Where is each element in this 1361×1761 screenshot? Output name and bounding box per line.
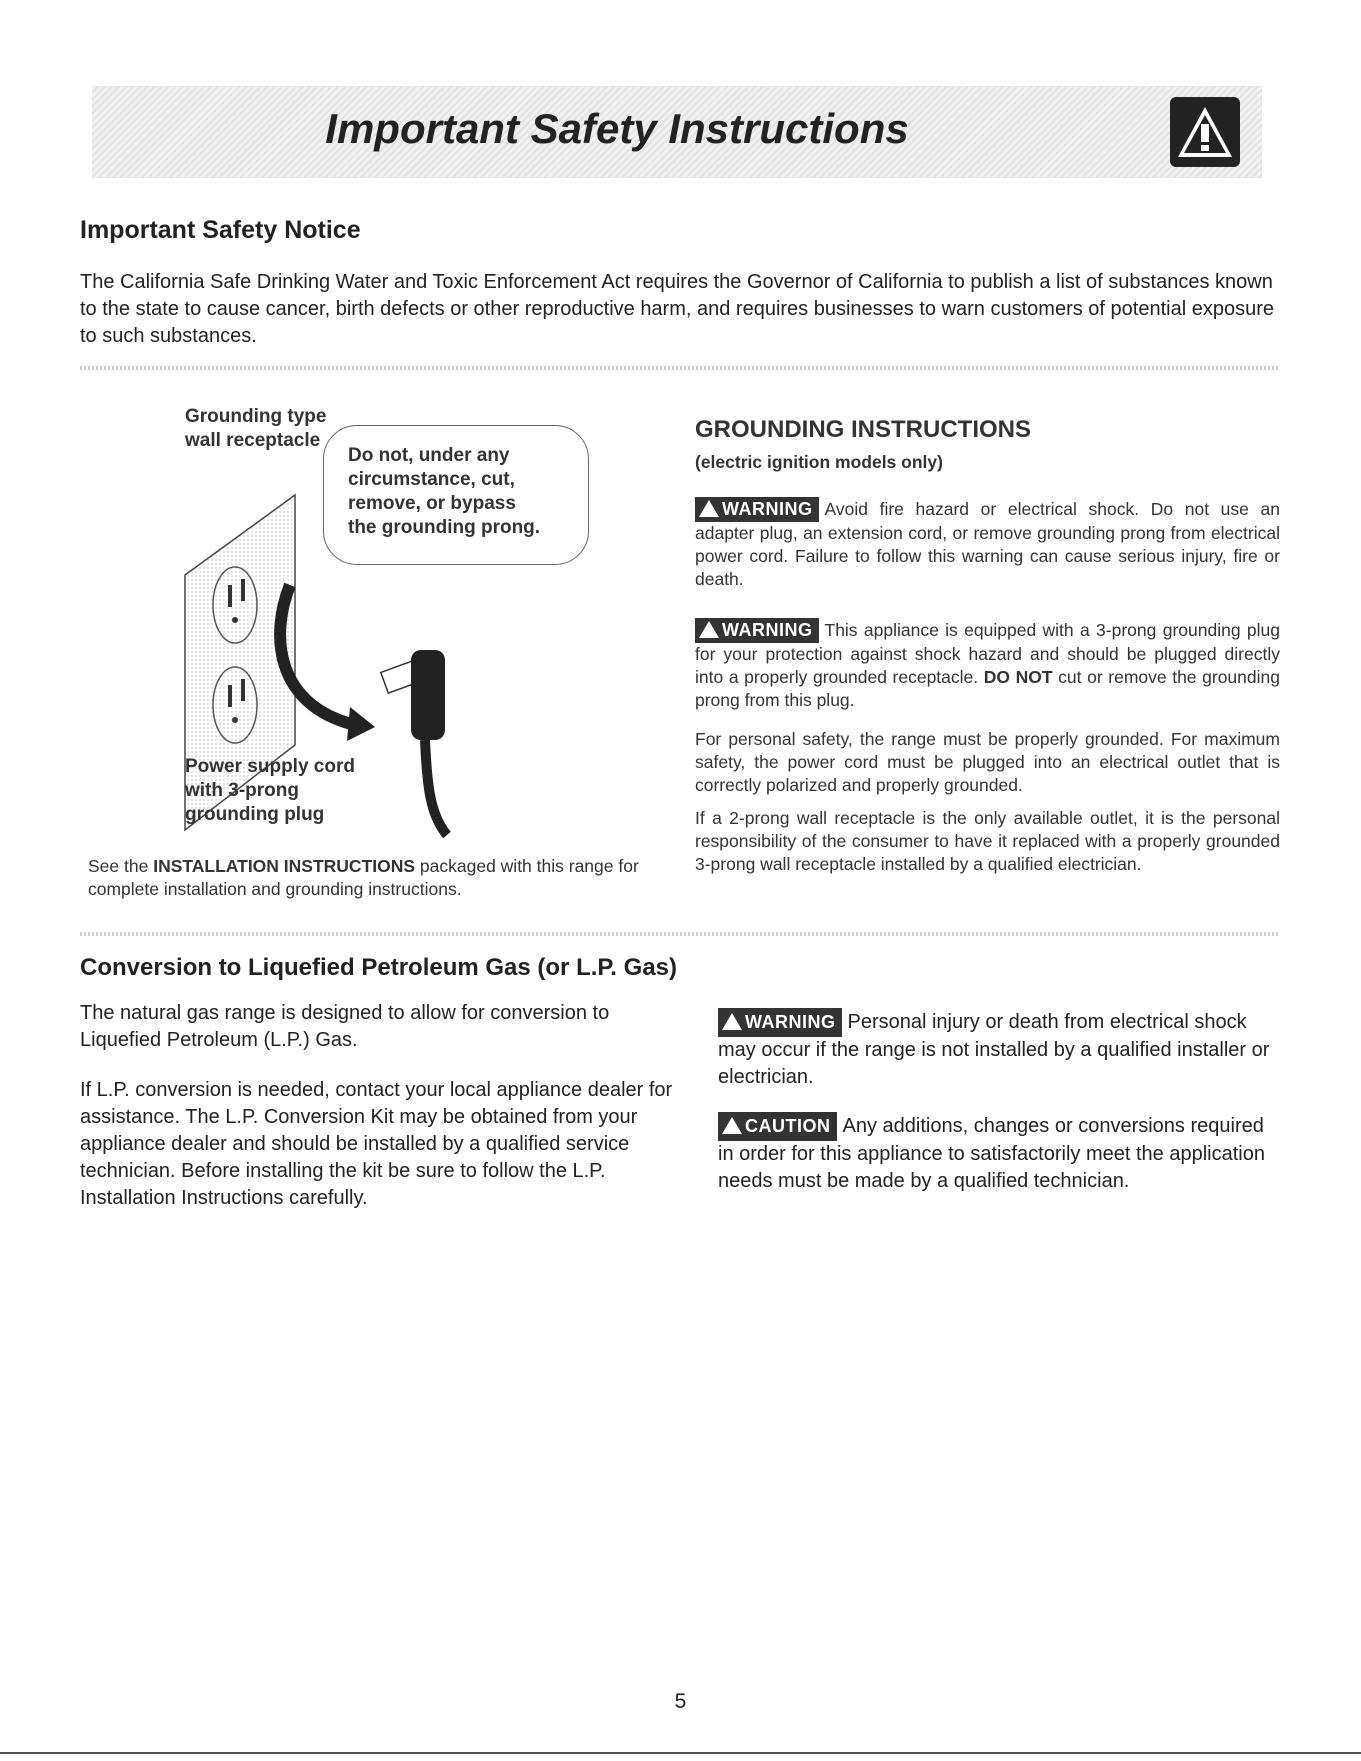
alert-triangle-icon — [699, 500, 719, 517]
caution-badge: CAUTION — [718, 1112, 837, 1141]
warning-badge: WARNING — [718, 1008, 842, 1037]
safety-notice-body: The California Safe Drinking Water and Toxic Enforcement Act requires the Governor of California to publish a list of substances known to the state to cause cancer, birth defects or other reproductive harm, and requires businesses to warn customers of potential exposure to such substances. — [80, 271, 1274, 347]
grounding-para-1: For personal safety, the range must be properly grounded. For maximum safety, the power cord must be plugged into an electrical outlet that is correctly polarized and properly grounded. — [695, 729, 1280, 795]
alert-triangle-icon — [722, 1117, 742, 1134]
warning-badge: WARNING — [695, 618, 819, 643]
grounding-heading: GROUNDING INSTRUCTIONS — [695, 416, 1031, 443]
warning-exclamation-icon — [1170, 97, 1240, 167]
receptacle-label-line-1: Grounding type — [185, 406, 327, 427]
header-banner — [92, 86, 1262, 178]
grounding-warning-2: WARNING This appliance is equipped with a 3-prong grounding plug for your protection against shock hazard and should be plugged directly into a properly grounded receptacle. DO NOT cut or remove the grounding prong from this plug. — [695, 620, 1280, 710]
grounding-prong-callout — [323, 425, 589, 565]
conversion-heading: Conversion to Liquefied Petroleum Gas (or L.P. Gas) — [80, 954, 677, 981]
callout-text-line-1: Do not, under any — [348, 445, 510, 466]
callout-text-line-2: circumstance, cut, — [348, 469, 515, 490]
conversion-para-2: If L.P. conversion is needed, contact your local appliance dealer for assistance. The L.P. Conversion Kit may be obtained from your appliance dealer and should be installed by a qualified service technician. Before installing the kit be sure to follow the L.P. Installation Instructions carefully. — [80, 1079, 673, 1209]
section-divider — [80, 932, 1280, 936]
alert-triangle-icon — [722, 1013, 742, 1030]
page-number: 5 — [674, 1690, 687, 1713]
cord-label-line-2: with 3-prong — [185, 780, 299, 801]
warning-badge: WARNING — [695, 497, 819, 522]
callout-text-line-3: remove, or bypass — [348, 493, 516, 514]
banner-title: Important Safety Instructions — [325, 105, 909, 152]
grounding-warning-1: WARNING Avoid fire hazard or electrical shock. Do not use an adapter plug, an extension cord, or remove grounding prong from electrical power cord. Failure to follow this warning can cause serious injury, fire or death. — [695, 499, 1280, 589]
conversion-caution: CAUTION Any additions, changes or conversions required in order for this appliance to satisfactorily meet the application needs must be made by a qualified technician. — [718, 1112, 1278, 1195]
grounding-para-2: If a 2-prong wall receptacle is the only available outlet, it is the personal responsibility of the consumer to have it replaced with a properly grounded 3-prong wall receptacle installed by a qualified electrician. — [695, 808, 1280, 874]
receptacle-label-line-2: wall receptacle — [185, 430, 321, 451]
see-installation-note: See the INSTALLATION INSTRUCTIONS packaged with this range for complete installation and grounding instructions. — [88, 856, 639, 899]
conversion-para-1: The natural gas range is designed to allow for conversion to Liquefied Petroleum (L.P.) Gas. — [80, 1002, 610, 1051]
section-divider — [80, 366, 1280, 370]
bottom-border — [0, 1752, 1361, 1754]
conversion-warning: WARNING Personal injury or death from electrical shock may occur if the range is not installed by a qualified installer or electrician. — [718, 1008, 1278, 1091]
cord-label-line-1: Power supply cord — [185, 756, 355, 777]
callout-text-line-4: the grounding prong. — [348, 517, 541, 538]
safety-notice-heading: Important Safety Notice — [80, 216, 361, 244]
installation-instructions-emphasis: INSTALLATION INSTRUCTIONS — [153, 856, 416, 876]
alert-triangle-icon — [699, 621, 719, 638]
cord-label-line-3: grounding plug — [185, 804, 325, 825]
grounding-figure — [175, 405, 695, 845]
grounding-subheading: (electric ignition models only) — [695, 452, 943, 472]
